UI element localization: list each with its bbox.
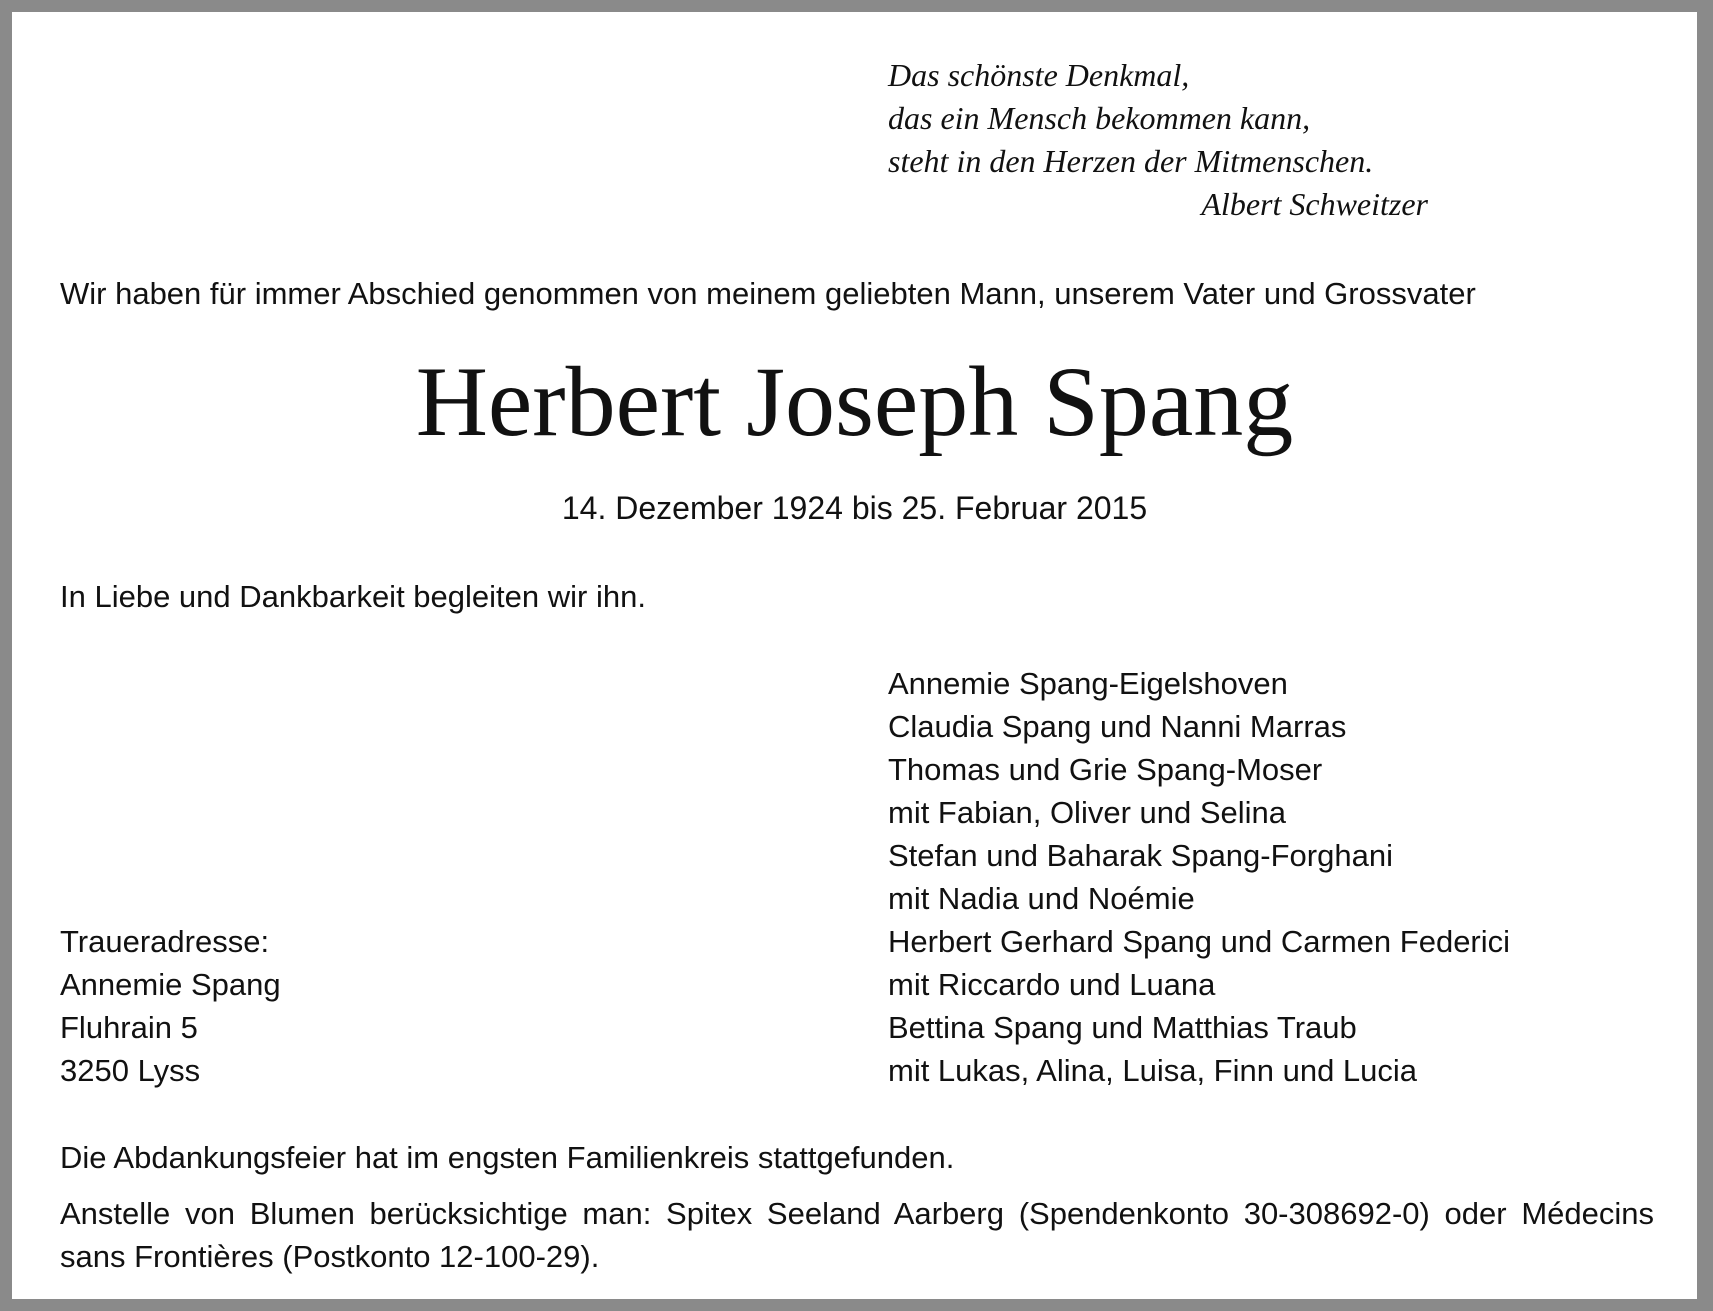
address-label: Traueradresse: (60, 924, 270, 959)
donation-note: Anstelle von Blumen berücksichtige man: Spitex Seeland Aarberg (Spendenkonto 30-308692-0) oder Médecins sans Frontières (Postkonto 12-100-29). (60, 1196, 1654, 1274)
quote-line: das ein Mensch bekommen kann, (888, 100, 1311, 136)
mourner-line: Annemie Spang-Eigelshoven (888, 666, 1288, 701)
quote-line: Das schönste Denkmal, (888, 57, 1190, 93)
life-dates: 14. Dezember 1924 bis 25. Februar 2015 (561, 490, 1148, 526)
mourner-line: Stefan und Baharak Spang-Forghani (888, 838, 1393, 873)
quote-line: steht in den Herzen der Mitmenschen. (888, 143, 1374, 179)
mourner-line: Bettina Spang und Matthias Traub (888, 1010, 1357, 1045)
deceased-name: Herbert Joseph Spang (415, 346, 1294, 457)
mourner-line: Thomas und Grie Spang-Moser (888, 752, 1323, 787)
mourning-address (60, 920, 281, 1092)
mourner-line: Claudia Spang und Nanni Marras (888, 709, 1347, 744)
address-line: Fluhrain 5 (60, 1010, 198, 1045)
ceremony-note: Die Abdankungsfeier hat im engsten Familienkreis stattgefunden. (60, 1140, 955, 1175)
mourner-line: mit Nadia und Noémie (888, 881, 1195, 916)
obituary-notice (12, 12, 1697, 1299)
quote-author: Albert Schweitzer (1201, 186, 1428, 222)
mourner-line: Herbert Gerhard Spang und Carmen Federici (888, 924, 1511, 959)
love-line: In Liebe und Dankbarkeit begleiten wir ihn. (60, 579, 646, 614)
mourner-line: mit Fabian, Oliver und Selina (888, 795, 1287, 830)
mourner-line: mit Riccardo und Luana (888, 967, 1216, 1002)
address-line: 3250 Lyss (60, 1053, 201, 1088)
address-line: Annemie Spang (60, 967, 281, 1002)
intro-text: Wir haben für immer Abschied genommen von meinem geliebten Mann, unserem Vater und Grossvater (60, 276, 1476, 311)
mourners-list (888, 662, 1510, 1092)
mourner-line: mit Lukas, Alina, Luisa, Finn und Lucia (888, 1053, 1418, 1088)
epigraph-quote (888, 54, 1428, 226)
